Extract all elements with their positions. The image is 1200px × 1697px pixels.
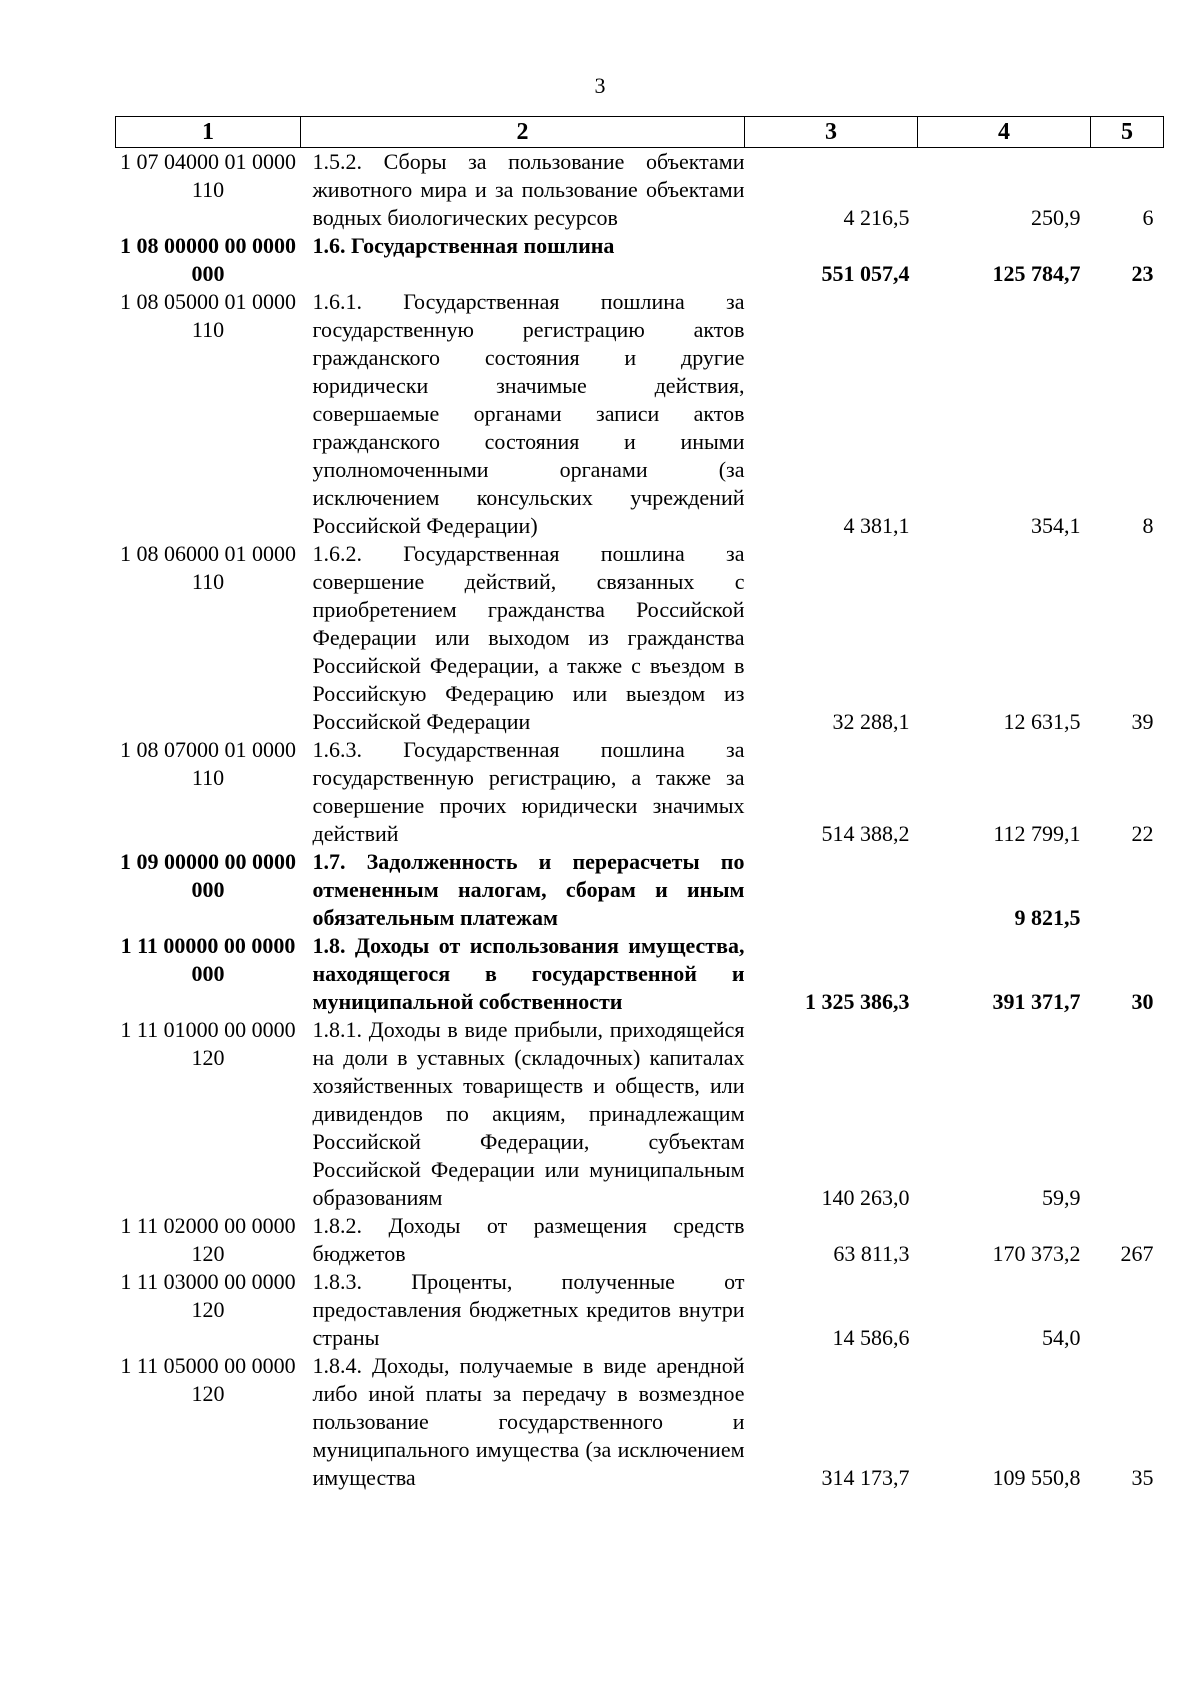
- row-value-5: 267: [1120, 1241, 1154, 1266]
- row-code: 1 08 07000 01 0000 110: [120, 737, 296, 790]
- row-value-3: 63 811,3: [833, 1241, 910, 1266]
- row-value-4: 54,0: [1042, 1325, 1081, 1350]
- page-number: 3: [594, 73, 606, 98]
- row-value-5: [1091, 1016, 1164, 1212]
- row-code: 1 11 05000 00 0000 120: [120, 1353, 296, 1406]
- table-row: [116, 848, 1164, 932]
- row-code: 1 07 04000 01 0000 110: [120, 149, 296, 202]
- row-value-3: [745, 848, 918, 932]
- row-value-4: 59,9: [1042, 1185, 1081, 1210]
- table-row: [116, 232, 1164, 288]
- table-row: [116, 1016, 1164, 1212]
- table-row: [116, 1268, 1164, 1352]
- table-row: [116, 148, 1164, 233]
- row-value-4: 12 631,5: [1003, 709, 1081, 734]
- row-value-3: 32 288,1: [832, 709, 910, 734]
- row-value-5: 8: [1142, 513, 1154, 538]
- row-value-3: 140 263,0: [821, 1185, 910, 1210]
- row-name: 1.6. Государственная пошлина: [312, 233, 615, 258]
- table-row: [116, 932, 1164, 1016]
- row-code: 1 09 00000 00 0000 000: [120, 849, 296, 902]
- row-value-5: 39: [1131, 709, 1154, 734]
- column-header-value-4: 4: [918, 117, 1091, 148]
- table-row: [116, 540, 1164, 736]
- row-value-5: 30: [1131, 989, 1154, 1014]
- table-row: [116, 736, 1164, 848]
- row-value-3: 4 381,1: [843, 513, 910, 538]
- row-code: 1 08 05000 01 0000 110: [120, 289, 296, 342]
- row-code: 1 11 00000 00 0000 000: [120, 933, 296, 986]
- row-value-5: [1091, 848, 1164, 932]
- row-name: 1.8.2. Доходы от размещения средств бюджетов: [312, 1213, 745, 1266]
- row-value-5: 22: [1131, 821, 1154, 846]
- row-name: 1.6.3. Государственная пошлина за государственную регистрацию, а также за совершение прочих юридически значимых действий: [312, 737, 745, 846]
- row-value-3: 514 388,2: [821, 821, 910, 846]
- row-value-4: 250,9: [1031, 205, 1081, 230]
- row-value-4: 9 821,5: [1014, 905, 1081, 930]
- table-header-row: [116, 117, 1164, 148]
- row-value-4: 170 373,2: [992, 1241, 1081, 1266]
- budget-revenue-table: [115, 116, 1164, 1492]
- row-name: 1.8.3. Проценты, полученные от предоставления бюджетных кредитов внутри страны: [312, 1269, 745, 1350]
- row-value-5: [1091, 1268, 1164, 1352]
- row-value-4: 391 371,7: [992, 989, 1081, 1014]
- row-code: 1 11 02000 00 0000 120: [120, 1213, 296, 1266]
- row-code: 1 11 01000 00 0000 120: [120, 1017, 296, 1070]
- column-header-name: 2: [301, 117, 745, 148]
- row-value-3: 1 325 386,3: [805, 989, 910, 1014]
- row-name: 1.8.4. Доходы, получаемые в виде арендной либо иной платы за передачу в возмездное пользование государственного и муниципального имущества (за исключением имущества: [312, 1353, 745, 1490]
- row-value-5: 6: [1142, 205, 1154, 230]
- table-row: [116, 1352, 1164, 1492]
- row-value-4: 112 799,1: [993, 821, 1081, 846]
- table-row: [116, 288, 1164, 540]
- row-value-4: 109 550,8: [992, 1465, 1081, 1490]
- row-value-3: 4 216,5: [843, 205, 910, 230]
- column-header-value-3: 3: [745, 117, 918, 148]
- row-name: 1.6.1. Государственная пошлина за государственную регистрацию актов гражданского состояния и другие юридически значимые действия, совершаемые органами записи актов гражданского состояния и иными уполномоченными органами (за исключением консульских учреждений Российской Федерации): [312, 289, 745, 538]
- row-name: 1.8.1. Доходы в виде прибыли, приходящейся на доли в уставных (складочных) капиталах хозяйственных товариществ и обществ, или дивидендов по акциям, принадлежащим Российской Федерации, субъектам Российской Федерации или муниципальным образованиям: [312, 1017, 745, 1210]
- column-header-value-5: 5: [1091, 117, 1164, 148]
- row-code: 1 11 03000 00 0000 120: [120, 1269, 296, 1322]
- row-value-3: 14 586,6: [832, 1325, 910, 1350]
- row-value-5: 35: [1131, 1465, 1154, 1490]
- row-name: 1.7. Задолженность и перерасчеты по отмененным налогам, сборам и иным обязательным платежам: [312, 849, 745, 930]
- table-header: [116, 117, 1164, 148]
- row-value-5: 23: [1131, 261, 1154, 286]
- column-header-code: 1: [116, 117, 301, 148]
- row-value-3: 314 173,7: [821, 1465, 910, 1490]
- table-row: [116, 1212, 1164, 1268]
- row-name: 1.6.2. Государственная пошлина за совершение действий, связанных с приобретением гражданства Российской Федерации или выходом из гражданства Российской Федерации, а также с въездом в Российскую Федерацию или выездом из Российской Федерации: [312, 541, 745, 734]
- row-value-4: 125 784,7: [992, 261, 1081, 286]
- row-name: 1.5.2. Сборы за пользование объектами животного мира и за пользование объектами водных биологических ресурсов: [312, 149, 745, 230]
- row-code: 1 08 00000 00 0000 000: [120, 233, 296, 286]
- row-name: 1.8. Доходы от использования имущества, находящегося в государственной и муниципальной собственности: [312, 933, 745, 1014]
- row-value-4: 354,1: [1031, 513, 1081, 538]
- row-code: 1 08 06000 01 0000 110: [120, 541, 296, 594]
- row-value-3: 551 057,4: [821, 261, 910, 286]
- table-body: [116, 148, 1164, 1493]
